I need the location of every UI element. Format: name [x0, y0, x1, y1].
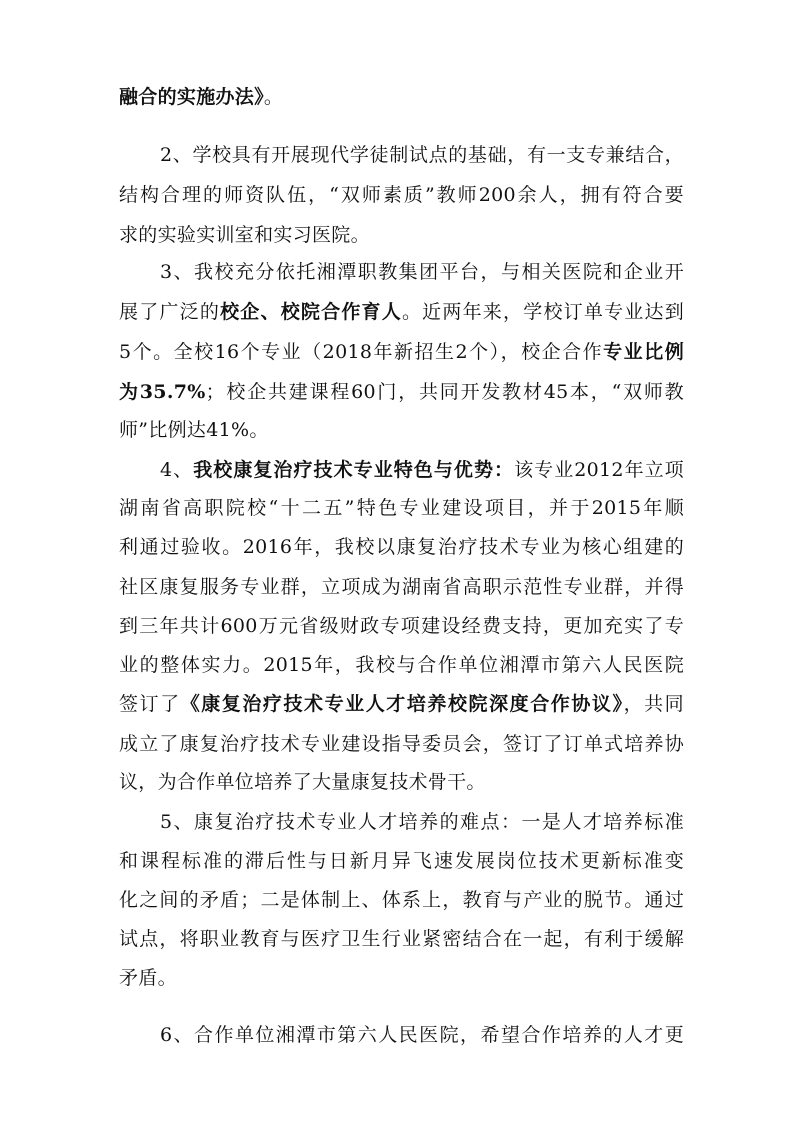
text-line: [119, 958, 684, 998]
text-run: 。: [263, 86, 284, 108]
text-run: 湖南省高职院校“十二五”特色专业建设项目，并于2015年顺: [119, 497, 684, 519]
bold-text-run: 我校康复治疗技术专业特色与优势：: [193, 459, 515, 481]
text-line: [119, 880, 684, 920]
text-run: 3、我校充分依托湘潭职教集团平台，与相关医院和企业开: [160, 261, 684, 283]
text-line: [119, 292, 684, 332]
text-line: [119, 332, 684, 372]
bold-text-run: 校企、校院合作育人: [220, 301, 402, 323]
text-run: 该专业2012年立项: [514, 459, 684, 481]
text-line: [160, 135, 684, 175]
text-line: [160, 802, 684, 842]
text-run: 矛盾。: [119, 967, 177, 989]
text-line: [160, 450, 684, 490]
text-line: [160, 252, 684, 292]
text-run: 业的整体实力。2015年，我校与合作单位湘潭市第六人民医院: [119, 654, 684, 676]
text-line: [119, 684, 684, 724]
text-run: 6、合作单位湘潭市第六人民医院，希望合作培养的人才更: [160, 1024, 684, 1046]
text-run: 化之间的矛盾；二是体制上、体系上，教育与产业的脱节。通过: [119, 889, 684, 911]
text-run: ，共同: [623, 693, 684, 715]
text-line: [119, 919, 684, 959]
bold-text-run: 融合的实施办法》: [119, 86, 264, 108]
text-line: [119, 606, 684, 646]
text-line: [119, 488, 684, 528]
text-run: ；校企共建课程60门，共同开发教材45本，“双师教: [205, 381, 684, 403]
text-line: [119, 215, 684, 255]
text-run: 4、: [160, 459, 194, 481]
text-run: 展了广泛的: [119, 301, 221, 323]
bold-text-run: 为35.7%: [119, 381, 206, 403]
bold-text-run: 《康复治疗技术专业人才培养校院深度合作协议》: [180, 693, 624, 715]
text-run: 议，为合作单位培养了大量康复技术骨干。: [119, 771, 486, 793]
text-run: 师”比例达41%。: [119, 419, 269, 441]
text-line: [160, 1015, 684, 1055]
text-run: 求的实验实训室和实习医院。: [119, 224, 370, 246]
text-run: 社区康复服务专业群，立项成为湖南省高职示范性专业群，并得: [119, 576, 684, 598]
text-run: 签订了: [119, 693, 181, 715]
text-line: [119, 724, 684, 764]
text-line: [119, 77, 684, 117]
text-run: 到三年共计600万元省级财政专项建设经费支持，更加充实了专: [119, 615, 684, 637]
text-run: 5、康复治疗技术专业人才培养的难点：一是人才培养标准: [160, 811, 684, 833]
text-run: 试点，将职业教育与医疗卫生行业紧密结合在一起，有利于缓解: [119, 928, 684, 950]
text-run: 2、学校具有开展现代学徒制试点的基础，有一支专兼结合，: [160, 144, 684, 166]
text-line: [119, 762, 684, 802]
text-run: 。近两年来，学校订单专业达到: [401, 301, 684, 323]
text-run: 5个。全校16个专业（2018年新招生2个），校企合作: [119, 341, 604, 363]
text-line: [119, 527, 684, 567]
bold-text-run: 专业比例: [603, 341, 684, 363]
text-line: [119, 175, 684, 215]
text-line: [119, 645, 684, 685]
text-run: 利通过验收。2016年，我校以康复治疗技术专业为核心组建的: [119, 536, 684, 558]
text-line: [119, 410, 684, 450]
text-run: 和课程标准的滞后性与日新月异飞速发展岗位技术更新标准变: [119, 850, 684, 872]
text-line: [119, 567, 684, 607]
text-line: [119, 841, 684, 881]
text-run: 结构合理的师资队伍，“双师素质”教师200余人，拥有符合要: [119, 184, 684, 206]
text-run: 成立了康复治疗技术专业建设指导委员会，签订了订单式培养协: [119, 733, 684, 755]
text-line: [119, 372, 684, 412]
